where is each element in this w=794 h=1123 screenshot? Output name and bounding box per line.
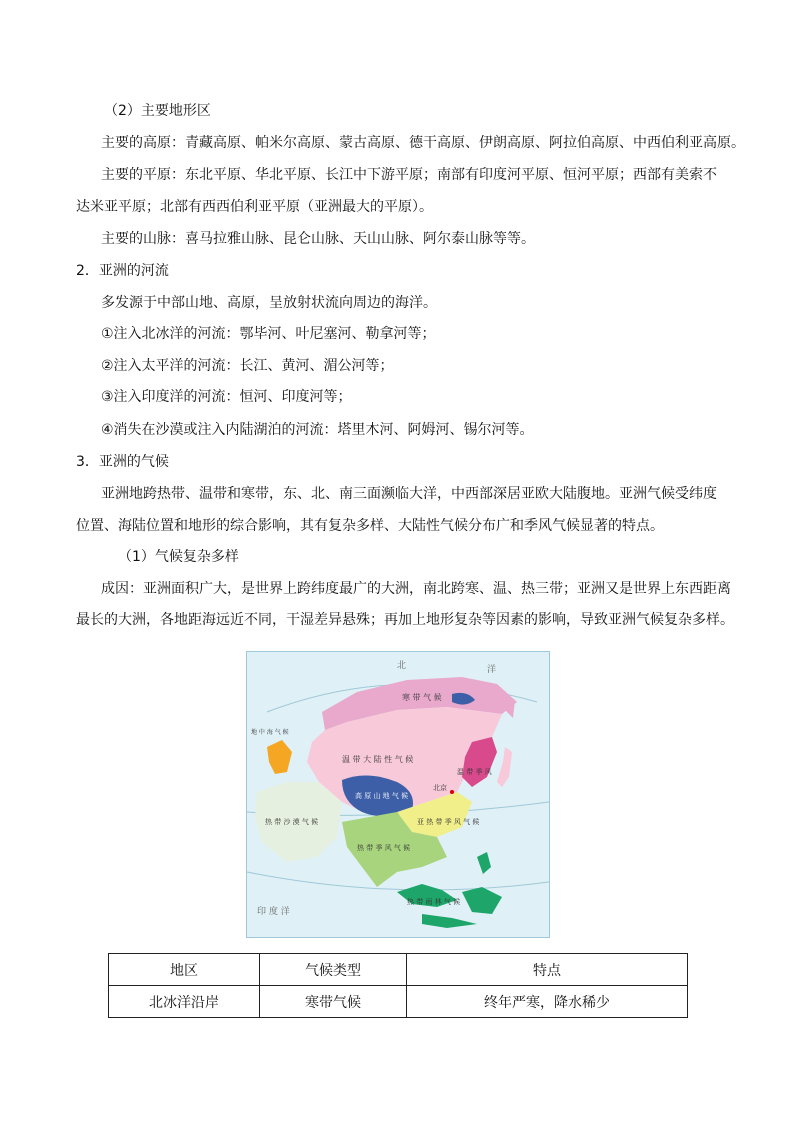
map-label-north: 北	[397, 661, 407, 671]
map-label-subtropical: 亚 热 带 季 风 气 候	[417, 818, 480, 826]
river-item-2: ②注入太平洋的河流：长江、黄河、湄公河等；	[101, 358, 394, 374]
map-label-rainforest: 热 带 雨 林 气 候	[407, 898, 461, 906]
map-label-indian-ocean: 印 度 洋	[257, 907, 290, 917]
map-label-plateau: 高 原 山 地 气 候	[355, 792, 409, 800]
map-label-desert: 热 带 沙 漠 气 候	[265, 818, 319, 826]
table-header-cell: 特点	[407, 954, 688, 986]
river-item-4: ④消失在沙漠或注入内陆湖泊的河流：塔里木河、阿姆河、锡尔河等。	[101, 422, 534, 438]
table-header-row	[109, 954, 688, 986]
map-label-temperate-continental: 温 带 大 陆 性 气 候	[342, 755, 414, 764]
climate-table	[108, 953, 688, 1018]
mountains-text: 主要的山脉：喜马拉雅山脉、昆仑山脉、天山山脉、阿尔泰山脉等等。	[101, 231, 535, 247]
climate-text-line1: 亚洲地跨热带、温带和寒带，东、北、南三面濒临大洋，中西部深居亚欧大陆腹地。亚洲气候受纬度	[101, 486, 717, 502]
section-climate-heading: 3．亚洲的气候	[76, 454, 169, 470]
asia-climate-map	[246, 651, 550, 938]
climate-text-line2: 位置、海陆位置和地形的综合影响，其有复杂多样、大陆性气候分布广和季风气候显著的特点。	[76, 518, 664, 534]
map-label-tropical-monsoon: 热 带 季 风 气 候	[357, 844, 411, 852]
plains-text-line2: 达米亚平原；北部有西西伯利亚平原（亚洲最大的平原）。	[76, 199, 433, 215]
map-label-mediterranean: 地 中 海 气 候	[251, 729, 289, 736]
section-rivers-heading: 2．亚洲的河流	[76, 263, 169, 279]
table-cell: 寒带气候	[260, 986, 407, 1018]
table-header-cell: 地区	[109, 954, 260, 986]
table-header-cell: 气候类型	[260, 954, 407, 986]
river-item-1: ①注入北冰洋的河流：鄂毕河、叶尼塞河、勒拿河等；	[101, 326, 436, 342]
map-label-cold: 寒 带 气 候	[402, 693, 442, 702]
table-row	[109, 986, 688, 1018]
map-label-temperate-monsoon: 温 带 季 风	[457, 768, 492, 776]
river-item-3: ③注入印度洋的河流：恒河、印度河等；	[101, 389, 352, 405]
reason-text-line2: 最长的大洲，各地距海远近不同，干湿差异悬殊；再加上地形复杂等因素的影响，导致亚洲气候复杂多样。	[76, 612, 734, 628]
plains-text-line1: 主要的平原：东北平原、华北平原、长江中下游平原；南部有印度河平原、恒河平原；西部有美索不	[101, 167, 717, 183]
table-cell: 终年严寒，降水稀少	[407, 986, 688, 1018]
plateaus-text: 主要的高原：青藏高原、帕米尔高原、蒙古高原、德干高原、伊朗高原、阿拉伯高原、中西伯利亚高原。	[101, 135, 745, 151]
sub-climate-heading: （1）气候复杂多样	[118, 549, 239, 565]
section-terrain-heading: （2）主要地形区	[104, 103, 211, 119]
reason-text-line1: 成因：亚洲面积广大，是世界上跨纬度最广的大洲，南北跨寒、温、热三带；亚洲又是世界上东西距离	[101, 581, 731, 597]
table-cell: 北冰洋沿岸	[109, 986, 260, 1018]
rivers-intro: 多发源于中部山地、高原，呈放射状流向周边的海洋。	[101, 295, 437, 311]
map-label-beijing: 北京	[433, 784, 447, 792]
map-label-ocean: 洋	[487, 665, 497, 675]
map-beijing-marker	[450, 790, 454, 794]
